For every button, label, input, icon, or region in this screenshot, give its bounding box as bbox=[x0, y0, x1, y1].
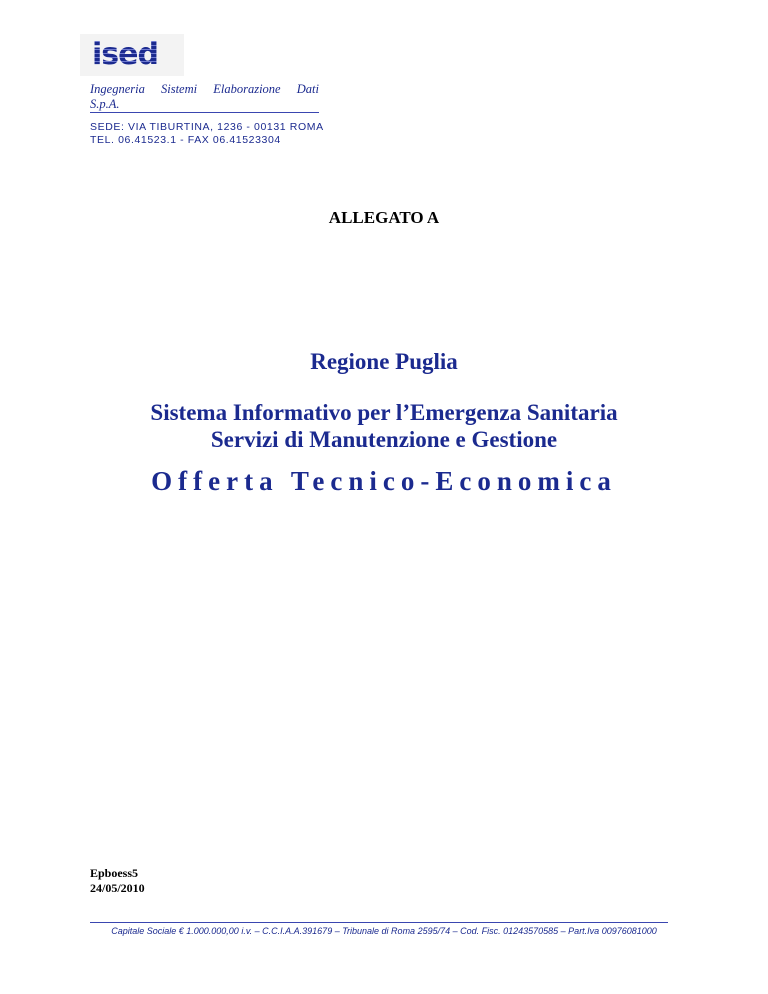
document-code: Epboess5 bbox=[90, 866, 139, 880]
document-info bbox=[90, 866, 145, 896]
company-address bbox=[90, 121, 324, 147]
company-logo bbox=[80, 34, 184, 76]
company-word-1: Ingegneria bbox=[90, 82, 145, 96]
document-subtitle: Offerta Tecnico-Economica bbox=[151, 466, 617, 496]
title-line-2: Servizi di Manutenzione e Gestione bbox=[210, 427, 558, 452]
header-divider bbox=[90, 112, 319, 113]
address-line: SEDE: VIA TIBURTINA, 1236 - 00131 ROMA bbox=[90, 121, 324, 133]
logo-wordmark: ised bbox=[92, 37, 158, 72]
phone-fax-line: TEL. 06.41523.1 - FAX 06.41523304 bbox=[90, 134, 281, 146]
company-word-3: Elaborazione bbox=[213, 82, 281, 96]
footer-legal-text: Capitale Sociale € 1.000.000,00 i.v. – C.C.I.A.A.391679 – Tribunale di Roma 2595/74 – Cod. Fisc. 01243570585 – Part.Iva 00976081000 bbox=[111, 926, 657, 936]
company-name-line bbox=[90, 82, 319, 97]
document-date: 24/05/2010 bbox=[90, 881, 145, 895]
region-title: Regione Puglia bbox=[310, 349, 458, 374]
annex-label: ALLEGATO A bbox=[328, 208, 440, 227]
company-word-2: Sistemi bbox=[161, 82, 198, 96]
footer-divider bbox=[90, 922, 668, 923]
company-suffix: S.p.A. bbox=[90, 97, 120, 111]
company-word-4: Dati bbox=[296, 82, 319, 96]
title-line-1: Sistema Informativo per l’Emergenza Sanitaria bbox=[150, 400, 618, 425]
document-title bbox=[0, 399, 768, 453]
company-name bbox=[90, 82, 319, 112]
